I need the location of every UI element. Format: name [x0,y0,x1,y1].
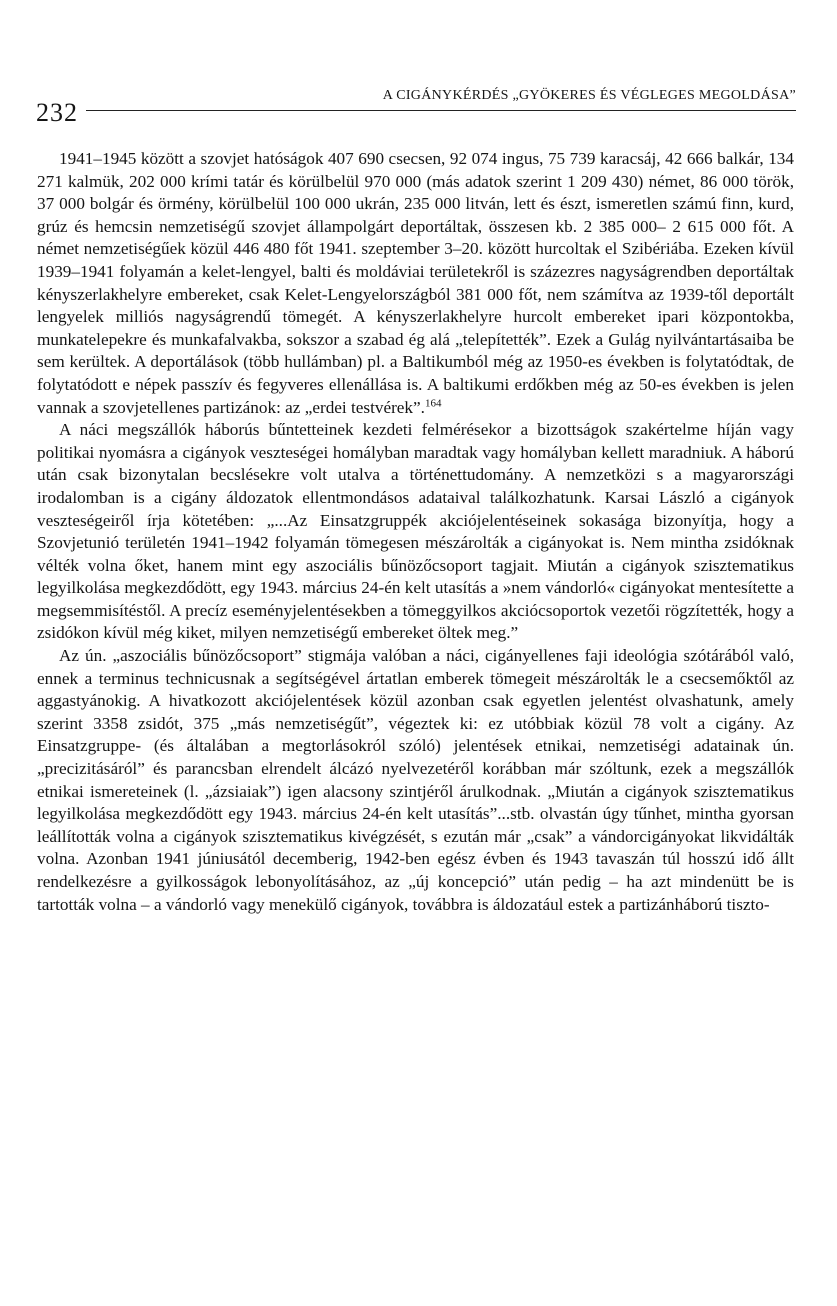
page-number: 232 [36,98,78,127]
page-header [36,86,796,126]
header-rule [86,110,796,111]
paragraph-2: A náci megszállók háborús bűntetteinek kezdeti felmérésekor a bizottságok szakértelme híján vagy politikai nyomásra a cigányok veszteségei homályban maradtak vagy homályban kellett maradniuk. A háború után csak bizonytalan becslésekre volt utalva a történettudomány. A nemzetközi s a magyarországi irodalomban is a cigány áldozatok ellentmondásos adataival találkozhatunk. Karsai László a cigányok veszteségeiről írja kötetében: „...Az Einsatzgruppék akciójelentéseinek sokasága bizonyítja, hogy a Szovjetunió területén 1941–1942 folyamán tömegesen mészárolták a cigányokat is. Nem mintha zsidóknak vélték volna őket, hanem mint egy aszociális bűnözőcsoport tagjait. Miután a cigányok szisztematikus legyilkolása megkezdődött, egy 1943. március 24-én kelt utasítás a »nem vándorló« cigányokat mentesítette a megsemmisítéstől. A precíz eseményjelentésekben a tömeggyilkos akciócsoportok vezetői rögzítették, hogy a zsidókon kívül még kiket, milyen nemzetiségű embereket öltek meg.” [37,420,794,643]
paragraph-1 [37,148,794,419]
paragraph-1-text: 1941–1945 között a szovjet hatóságok 407 690 csecsen, 92 074 ingus, 75 739 karacsáj, 42 666 balkár, 134 271 kalmük, 202 000 krími tatár és körülbelül 970 000 (más adatok szerint 1 209 430) német, 86 000 török, 37 000 bolgár és örmény, körülbelül 100 000 ukrán, 235 000 litván, lett és észt, ismeretlen számú finn, kurd, grúz és hemcsin nemzetiségű szovjet állampolgárt deportáltak, összesen kb. 2 385 000– 2 615 000 főt. A német nemzetiségűek közül 446 480 főt 1941. szeptember 3–20. között hurcoltak el Szibériába. Ezeken kívül 1939–1941 folyamán a kelet-lengyel, balti és moldáviai területekről is százezres nagyságrendben deportáltak kényszerlakhelyre embereket, csak Kelet-Lengyelországból 381 000 főt, nem számítva az 1939-től deportált lengyelek milliós nagyságrendű tömegét. A kényszerlakhelyre hurcolt embereket ipari központokba, munkatelepekre és munkafalvakba, sokszor a szabad ég alá „telepítették”. Ezek a Gulág nyilvántartásaiba be sem kerültek. A deportálások (több hullámban) pl. a Baltikumból még az 1950-es években is folytatódtak, de folytatódott e népek passzív és fegyveres ellenállása is. A baltikumi erdőkben még az 50-es években is jelen vannak a szovjetellenes partizánok: az „erdei testvérek”. [37,149,794,417]
paragraph-3: Az ún. „aszociális bűnözőcsoport” stigmája valóban a náci, cigányellenes faji ideológia szótárából való, ennek a terminus technicusnak a segítségével ártatlan emberek tömegeit mészárolták le a csecsemőktől az aggastyánokig. A hivatkozott akciójelentések közül azonban csak egyetlen jelentést olvashatunk, amely szerint 3358 zsidót, 375 „más nemzetiségűt”, végeztek ki: ez utóbbiak közül 78 volt a cigány. Az Einsatzgruppe- (és általában a megtorlásokról szóló) jelentések etnikai, nemzetiségi adatainak ún. „precizitásáról” és parancsban elrendelt álcázó nyelvezetéről korábban már szóltunk, ezek a megszállók etnikai ismereteinek (l. „ázsiaiak”) igen alacsony szintjéről árulkodnak. „Miután a cigányok szisztematikus legyilkolása megkezdődött egy 1943. március 24-én kelt utasítás”...stb. olvastán úgy tűnhet, mintha gyorsan leállították volna a cigányok szisztematikus kivégzését, s ezután már „csak” a vándorcigányokat likvidálták volna. Azonban 1941 júniusától decemberig, 1942-ben egész évben és 1943 tavaszán túl hosszú idő állt rendelkezésre a gyilkosságok lebonyolításához, az „új koncepció” után pedig – ha azt mindenütt be is tartották volna – a vándorló vagy menekülő cigányok, továbbra is áldozatául estek a partizánháború tiszto- [37,646,794,914]
footnote-marker: 164 [424,396,442,409]
body-text [37,148,794,916]
running-title: A CIGÁNYKÉRDÉS „GYÖKERES ÉS VÉGLEGES MEGOLDÁSA” [382,88,796,103]
